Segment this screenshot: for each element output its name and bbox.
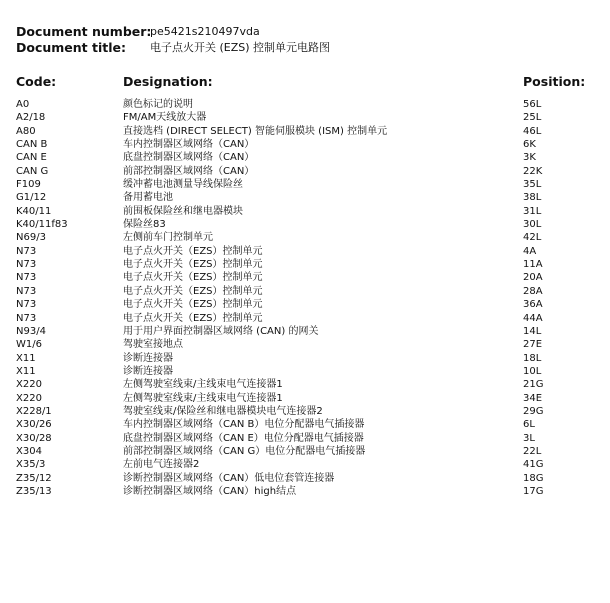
component-code: CAN G (16, 165, 49, 177)
component-position: 42L (523, 232, 542, 244)
component-position: 20A (523, 272, 543, 284)
component-position: 36A (523, 299, 543, 311)
component-code: X304 (16, 445, 42, 457)
table-row (16, 231, 606, 244)
component-position: 21G (523, 379, 544, 391)
component-designation: 用于用户界面控制器区域网络 (CAN) 的网关 (123, 325, 319, 337)
component-code: G1/12 (16, 192, 47, 204)
table-row (16, 352, 606, 365)
component-code: X30/28 (16, 432, 52, 444)
table-row (16, 312, 606, 325)
document-number-value: pe5421s210497vda (150, 25, 260, 38)
component-position: 27E (523, 339, 543, 351)
component-designation: 电子点火开关（EZS）控制单元 (123, 299, 263, 311)
component-designation: 电子点火开关（EZS）控制单元 (123, 272, 263, 284)
table-row (16, 432, 606, 445)
component-code: N69/3 (16, 232, 46, 244)
component-designation: 直接选档 (DIRECT SELECT) 智能伺服模块 (ISM) 控制单元 (123, 125, 388, 137)
component-position: 11A (523, 259, 543, 271)
component-code: X220 (16, 379, 42, 391)
table-row (16, 271, 606, 284)
component-designation: 车内控制器区域网络（CAN） (123, 139, 255, 151)
component-code: K40/11f83 (16, 219, 68, 231)
table-row (16, 125, 606, 138)
document-title-row (16, 40, 596, 56)
table-row (16, 338, 606, 351)
component-designation: 诊断控制器区域网络（CAN）high结点 (123, 485, 297, 497)
component-position: 44A (523, 312, 543, 324)
document-title-value: 电子点火开关 (EZS) 控制单元电路图 (150, 41, 331, 54)
table-row (16, 392, 606, 405)
component-code: X35/3 (16, 459, 46, 471)
component-code: Z35/12 (16, 472, 52, 484)
component-position: 14L (523, 325, 542, 337)
table-row (16, 258, 606, 271)
component-designation: 底盘控制器区域网络（CAN E）电位分配器电气插接器 (123, 432, 364, 444)
component-position: 30L (523, 219, 542, 231)
component-designation: 颜色标记的说明 (123, 99, 193, 110)
table-row (16, 245, 606, 258)
component-code: A2/18 (16, 112, 46, 124)
component-code: N93/4 (16, 325, 46, 337)
table-row (16, 472, 606, 485)
component-designation: 备用蓄电池 (123, 192, 173, 204)
table-row (16, 405, 606, 418)
component-designation: 驾驶室线束/保险丝和继电器模块电气连接器2 (123, 405, 323, 417)
component-designation: 左侧驾驶室线束/主线束电气连接器1 (123, 392, 283, 404)
component-code: N73 (16, 272, 37, 284)
designation-column-header: Designation: (123, 74, 213, 89)
component-designation: 缓冲蓄电池测量导线保险丝 (123, 179, 243, 191)
table-row (16, 285, 606, 298)
component-position: 6L (523, 419, 535, 431)
component-position: 31L (523, 205, 542, 217)
component-code: N73 (16, 285, 37, 297)
component-position: 3L (523, 432, 535, 444)
table-row (16, 165, 606, 178)
component-position: 41G (523, 459, 544, 471)
component-position: 29G (523, 405, 544, 417)
component-code: X220 (16, 392, 42, 404)
table-row (16, 325, 606, 338)
component-designation: FM/AM天线放大器 (123, 112, 207, 124)
component-position: 25L (523, 112, 542, 124)
component-code: X11 (16, 352, 36, 364)
component-code: Z35/13 (16, 485, 52, 497)
table-row (16, 365, 606, 378)
table-row (16, 111, 606, 124)
component-code: A0 (16, 99, 30, 110)
component-designation: 诊断连接器 (123, 365, 173, 377)
component-position: 3K (523, 152, 536, 164)
component-position: 6K (523, 139, 536, 151)
component-code: F109 (16, 179, 41, 191)
component-position: 38L (523, 192, 542, 204)
component-designation: 电子点火开关（EZS）控制单元 (123, 245, 263, 257)
component-position: 4A (523, 245, 537, 257)
component-code: CAN B (16, 139, 48, 151)
table-row (16, 378, 606, 391)
table-row (16, 98, 606, 111)
component-designation: 前部控制器区域网络（CAN G）电位分配器电气插接器 (123, 445, 366, 457)
table-header (16, 73, 606, 91)
component-designation: 电子点火开关（EZS）控制单元 (123, 285, 263, 297)
component-position: 46L (523, 125, 542, 137)
table-row (16, 178, 606, 191)
position-column-header: Position: (523, 74, 586, 89)
component-code: X30/26 (16, 419, 52, 431)
component-position: 56L (523, 99, 542, 110)
document-number-label: Document number: (16, 24, 152, 39)
component-code: N73 (16, 312, 37, 324)
component-designation: 车内控制器区域网络（CAN B）电位分配器电气插接器 (123, 419, 365, 431)
document-meta (16, 24, 596, 56)
component-designation: 电子点火开关（EZS）控制单元 (123, 312, 263, 324)
component-code: N73 (16, 259, 37, 271)
table-row (16, 205, 606, 218)
component-position: 10L (523, 365, 542, 377)
component-position: 17G (523, 485, 544, 497)
component-designation: 左前电气连接器2 (123, 459, 200, 471)
table-row (16, 418, 606, 431)
table-row (16, 458, 606, 471)
table-row (16, 151, 606, 164)
component-code: N73 (16, 299, 37, 311)
component-designation: 驾驶室接地点 (123, 339, 183, 351)
component-designation: 底盘控制器区域网络（CAN） (123, 152, 255, 164)
code-column-header: Code: (16, 74, 57, 89)
component-code: K40/11 (16, 205, 52, 217)
component-code: CAN E (16, 152, 47, 164)
component-position: 28A (523, 285, 543, 297)
component-designation: 前围板保险丝和继电器模块 (123, 205, 243, 217)
component-code: W1/6 (16, 339, 42, 351)
component-designation: 诊断控制器区域网络（CAN）低电位套管连接器 (123, 472, 335, 484)
component-position: 22L (523, 445, 542, 457)
component-designation: 诊断连接器 (123, 352, 173, 364)
component-table (16, 98, 606, 498)
document-number-row (16, 24, 596, 40)
component-designation: 保险丝83 (123, 219, 166, 231)
component-designation: 电子点火开关（EZS）控制单元 (123, 259, 263, 271)
component-position: 35L (523, 179, 542, 191)
table-row (16, 298, 606, 311)
table-row (16, 191, 606, 204)
component-position: 34E (523, 392, 543, 404)
component-designation: 左侧驾驶室线束/主线束电气连接器1 (123, 379, 283, 391)
component-code: A80 (16, 125, 36, 137)
table-row (16, 485, 606, 498)
component-position: 18L (523, 352, 542, 364)
component-code: X11 (16, 365, 36, 377)
table-row (16, 138, 606, 151)
table-row (16, 445, 606, 458)
component-position: 18G (523, 472, 544, 484)
component-designation: 左侧前车门控制单元 (123, 232, 213, 244)
component-position: 22K (523, 165, 543, 177)
table-row (16, 218, 606, 231)
component-code: X228/1 (16, 405, 52, 417)
component-designation: 前部控制器区域网络（CAN） (123, 165, 255, 177)
document-title-label: Document title: (16, 40, 126, 55)
component-code: N73 (16, 245, 37, 257)
